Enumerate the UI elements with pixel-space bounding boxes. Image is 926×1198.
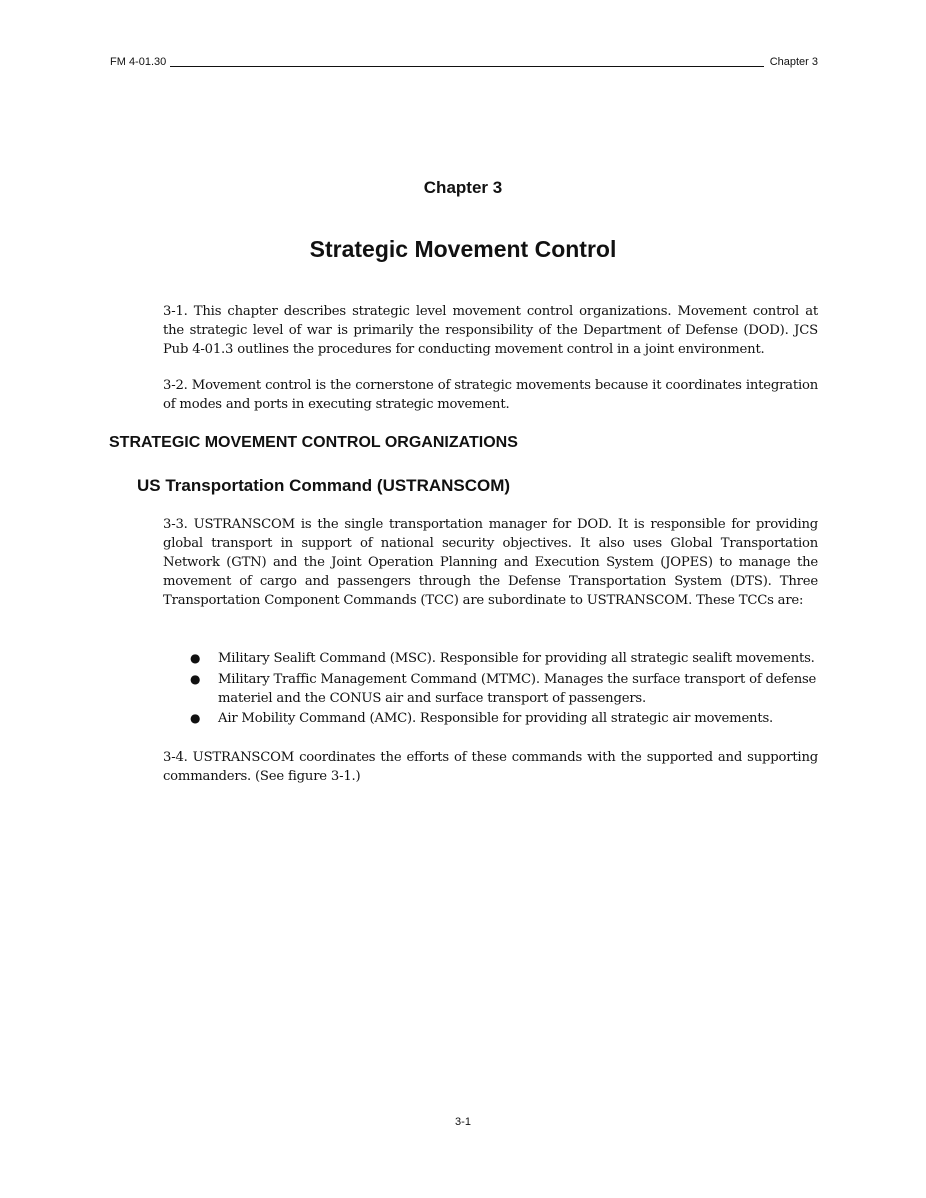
tcc-bullet-list: [163, 649, 818, 730]
bullet-icon: ●: [190, 711, 201, 725]
section-heading: STRATEGIC MOVEMENT CONTROL ORGANIZATIONS: [109, 434, 518, 451]
header-chapter: Chapter 3: [769, 56, 818, 68]
bullet-text: Military Traffic Management Command (MTMC). Manages the surface transport of defense materiel and the CONUS air and surface transport of passengers.: [218, 671, 817, 706]
bullet-text: Military Sealift Command (MSC). Responsible for providing all strategic sealift movements.: [218, 651, 815, 666]
list-item: [163, 649, 818, 668]
header-manual-id: FM 4-01.30: [110, 56, 167, 68]
chapter-title: Strategic Movement Control: [309, 236, 617, 262]
bullet-text: Air Mobility Command (AMC). Responsible for providing all strategic air movements.: [218, 711, 774, 726]
paragraph-3-4: 3-4. USTRANSCOM coordinates the efforts of these commands with the supported and supporting commanders. (See figure 3-1.): [163, 750, 818, 784]
paragraph-3-3: 3-3. USTRANSCOM is the single transportation manager for DOD. It is responsible for providing global transport in support of national security objectives. It also uses Global Transportation Network (GTN) and the Joint Operation Planning and Execution System (JOPES) to manage the movement of cargo and passengers through the Defense Transportation System (DTS). Three Transportation Component Commands (TCC) are subordinate to USTRANSCOM. These TCCs are:: [163, 517, 818, 608]
bullet-icon: ●: [190, 671, 201, 686]
paragraph-3-1: 3-1. This chapter describes strategic level movement control organizations. Movement control at the strategic level of war is primarily the responsibility of the Department of Defense (DOD). JCS Pub 4-01.3 outlines the procedures for conducting movement control in a joint environment.: [163, 304, 818, 357]
running-header: [110, 53, 818, 69]
paragraph-3-2: 3-2. Movement control is the cornerstone of strategic movements because it coordinates integration of modes and ports in executing strategic movement.: [163, 378, 818, 412]
bullet-icon: ●: [190, 651, 201, 665]
list-item: [163, 670, 818, 708]
chapter-label: Chapter 3: [423, 178, 503, 197]
page-number: 3-1: [455, 1116, 471, 1128]
header-rule: [170, 65, 763, 67]
list-item: [163, 709, 818, 728]
subsection-heading: US Transportation Command (USTRANSCOM): [137, 476, 511, 495]
